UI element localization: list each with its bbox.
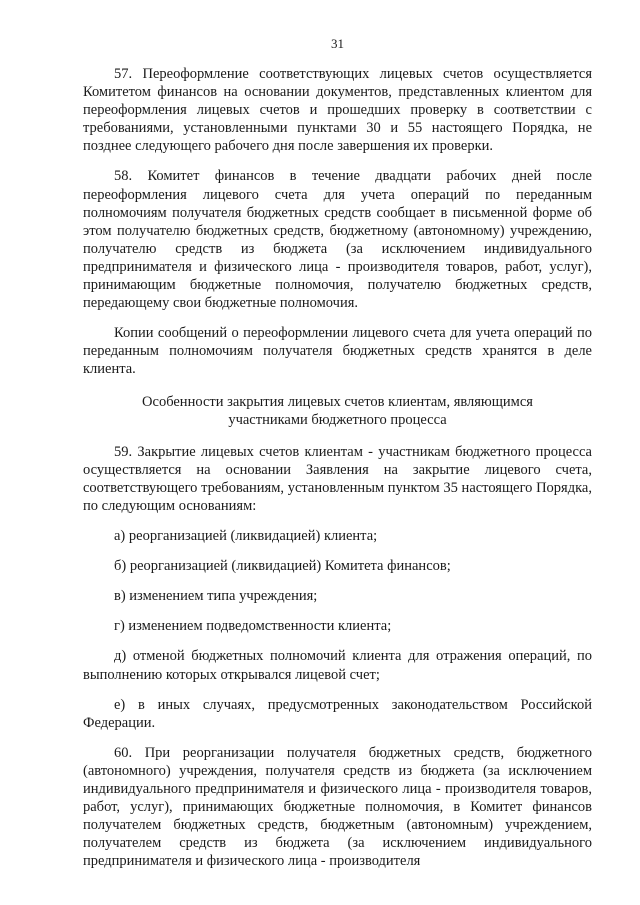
paragraph-58: 58. Комитет финансов в течение двадцати рабочих дней после переоформления лицевого счета для учета операций по переданным полномочиям получателя бюджетных средств сообщает в письменной форме об этом получателю бюджетных средств, бюджетному (автономному) учреждению, получателю средств из бюджета (за исключением индивидуального предпринимателя и физического лица - производителя товаров, работ, услуг), принимающим бюджетные полномочия, получателю бюджетных средств, передающему свои бюджетные полномочия.	[83, 168, 592, 312]
list-item-g: г) изменением подведомственности клиента;	[114, 618, 392, 635]
paragraph-57: 57. Переоформление соответствующих лицевых счетов осуществляется Комитетом финансов на основании документов, представленных клиентом для переоформления лицевых счетов и прошедших проверку в соответствии с требованиями, установленными пунктами 30 и 55 настоящего Порядка, не позднее следующего рабочего дня после завершения их проверки.	[83, 66, 592, 155]
section-heading-line-1: Особенности закрытия лицевых счетов клиентам, являющимся	[142, 393, 533, 410]
paragraph-59: 59. Закрытие лицевых счетов клиентам - участникам бюджетного процесса осуществляется на основании Заявления на закрытие лицевого счета, соответствующего требованиям, установленным пунктом 35 настоящего Порядка, по следующим основаниям:	[83, 443, 592, 514]
list-item-v: в) изменением типа учреждения;	[114, 588, 318, 605]
list-item-b: б) реорганизацией (ликвидацией) Комитета финансов;	[114, 558, 451, 575]
paragraph-copies: Копии сообщений о переоформлении лицевого счета для учета операций по переданным полномочиям получателя бюджетных средств хранятся в деле клиента.	[83, 325, 592, 378]
list-item-a: а) реорганизацией (ликвидацией) клиента;	[114, 528, 378, 545]
paragraph-60: 60. При реорганизации получателя бюджетных средств, бюджетного (автономного) учреждения, получателя средств из бюджета (за исключением индивидуального предпринимателя и физического лица - производителя товаров, работ, услуг), принимающих бюджетные полномочия, в Комитет финансов получателем бюджетных средств, бюджетным (автономным) учреждением, получателем средств из бюджета (за исключением индивидуального предпринимателя и физического лица - производителя	[83, 744, 592, 870]
section-heading	[83, 393, 592, 429]
section-heading-line-2: участниками бюджетного процесса	[228, 411, 447, 428]
page-number: 31	[331, 36, 344, 51]
list-item-e: е) в иных случаях, предусмотренных законодательством Российской Федерации.	[83, 696, 592, 731]
list-item-d: д) отменой бюджетных полномочий клиента для отражения операций, по выполнению которых открывался лицевой счет;	[83, 648, 592, 683]
